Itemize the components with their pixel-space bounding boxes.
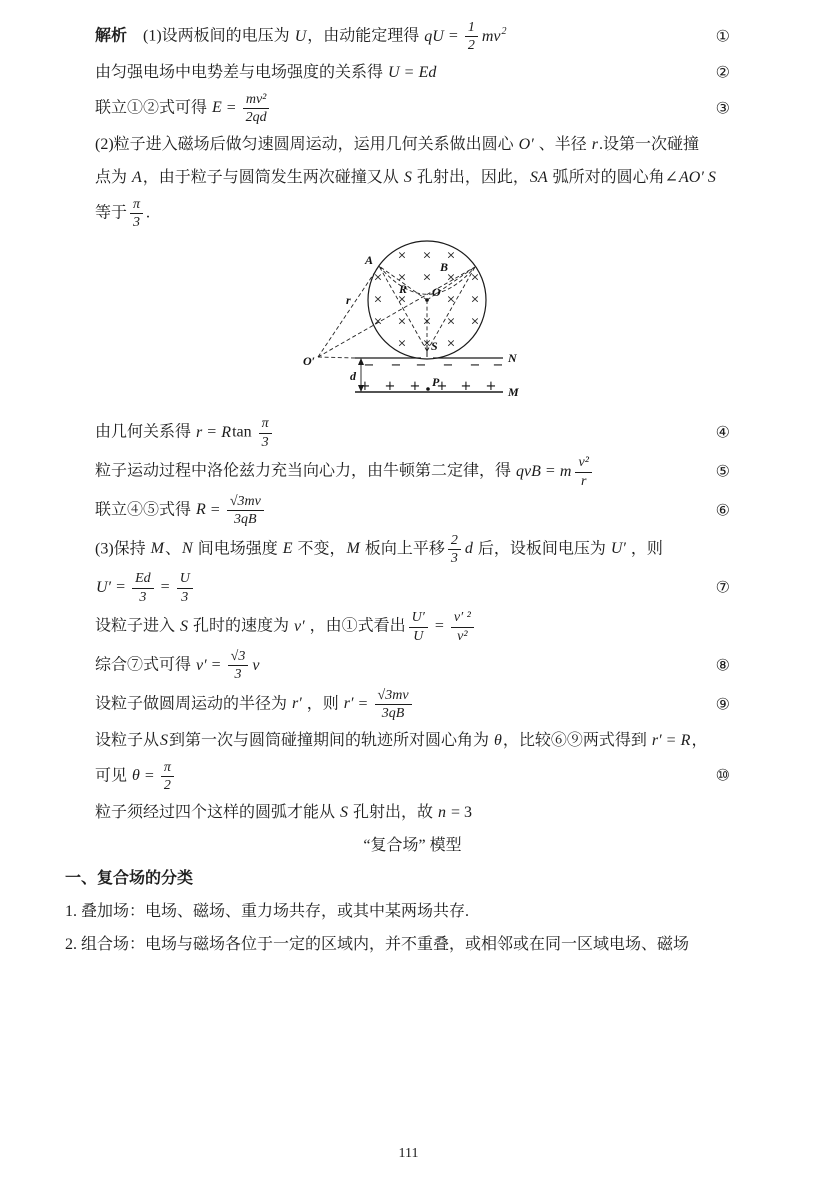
equation-number: ⑤	[715, 463, 730, 481]
text-run: 后，设板间电压为	[473, 540, 610, 558]
field-into-page-icon: ×	[470, 292, 480, 306]
math-variable: R	[680, 732, 691, 749]
content-line	[95, 830, 730, 860]
fraction	[375, 688, 412, 722]
minus-charge-icon: −	[492, 358, 504, 374]
plate-lines	[355, 345, 503, 395]
text-run: 孔射出，因此，	[412, 168, 529, 186]
math-variable: E	[282, 540, 293, 558]
line-text	[95, 570, 684, 606]
text-run: ，由于粒子与圆筒发生两次碰撞又从	[142, 168, 403, 186]
line-text	[95, 729, 730, 752]
line-text	[95, 648, 684, 684]
math-variable: n	[438, 803, 447, 821]
equation-number: ⑦	[715, 579, 730, 597]
fraction-denominator: 2	[163, 777, 171, 793]
physics-figure	[295, 237, 547, 409]
center-o-dot	[425, 299, 429, 303]
math-variable: S	[180, 617, 189, 635]
text-run: .设第一次碰撞	[598, 135, 699, 153]
fraction	[132, 571, 154, 605]
text-run: 1. 叠加场：电场、磁场、重力场共存，或其中某两场共存.	[65, 902, 470, 920]
content-line	[95, 797, 730, 827]
fraction	[227, 494, 264, 528]
math-variable: r′	[343, 695, 354, 713]
fraction	[575, 455, 591, 489]
math-variable: U	[388, 64, 400, 82]
text-run: ，由动能定理得	[307, 27, 424, 45]
text-run: 点为	[95, 168, 132, 186]
math-variable: θ	[132, 767, 140, 785]
fraction	[259, 416, 272, 450]
plus-charge-icon: +	[384, 379, 396, 395]
fraction-numerator: mv²	[243, 92, 270, 109]
superscript: 2	[501, 26, 507, 38]
line-text	[65, 900, 730, 923]
text-run: =	[444, 27, 462, 45]
label-r-big: R	[399, 282, 408, 297]
field-into-page-icon: ×	[397, 336, 407, 350]
line-text	[65, 867, 730, 890]
content-line	[65, 929, 730, 959]
math-variable: θ	[494, 732, 502, 749]
fraction-denominator: 2	[467, 38, 475, 54]
field-into-page-icon: ×	[422, 270, 432, 284]
field-into-page-icon: ×	[397, 270, 407, 284]
math-variable: S	[160, 732, 169, 749]
line-text	[95, 196, 730, 232]
text-run: =	[203, 423, 221, 441]
fraction-denominator: v²	[457, 628, 468, 644]
fraction-numerator: 2	[448, 533, 461, 550]
math-variable: r	[196, 423, 203, 441]
math-variable: r′	[651, 732, 662, 749]
fraction-numerator: √3mv	[375, 688, 412, 705]
label-p: P	[432, 375, 440, 390]
text-run: 由匀强电场中电势差与电场强度的关系得	[95, 64, 388, 82]
plus-charge-icon: +	[409, 379, 421, 395]
field-into-page-icon: ×	[422, 248, 432, 262]
text-run: = 3	[447, 803, 473, 821]
equation-number: ②	[715, 64, 730, 82]
fraction-numerator: U	[177, 571, 193, 588]
text-run: =	[207, 656, 225, 674]
fraction-denominator: 2qd	[245, 110, 267, 126]
content-line	[95, 648, 730, 684]
math-variable: d	[464, 540, 473, 558]
line-text	[95, 759, 684, 795]
field-into-page-icon: ×	[470, 270, 480, 284]
page-number: 111	[398, 1146, 419, 1161]
content-lines-bottom	[65, 415, 730, 959]
text-run: 联立④⑤式得	[95, 501, 196, 519]
text-run: =	[430, 617, 448, 635]
equation-number: ⑧	[715, 657, 730, 675]
label-m-plate: M	[508, 385, 519, 400]
fraction	[130, 197, 143, 231]
equation-number: ⑩	[715, 767, 730, 785]
text-run: 不变，	[293, 540, 346, 558]
fraction-denominator: 3	[181, 589, 189, 605]
math-variable: M	[346, 540, 360, 558]
fraction-denominator: 3	[139, 589, 147, 605]
field-into-page-icon: ×	[397, 314, 407, 328]
math-variable: U′	[96, 579, 112, 597]
fraction-numerator: U′	[409, 610, 428, 627]
content-line	[95, 493, 730, 529]
line-text	[95, 61, 684, 84]
text-run: 粒子须经过四个这样的圆弧才能从	[95, 803, 340, 821]
field-into-page-icon: ×	[446, 270, 456, 284]
fraction-numerator: v²	[575, 455, 591, 472]
fraction	[448, 533, 461, 567]
line-text	[95, 493, 684, 529]
math-variable: O′	[518, 135, 534, 153]
fraction-numerator: 1	[465, 20, 478, 37]
equation-number: ①	[715, 28, 730, 46]
content-line	[95, 58, 730, 88]
content-line	[95, 163, 730, 193]
text-run: 设粒子做圆周运动的半径为	[95, 695, 292, 713]
math-variable: AO′ S	[679, 168, 716, 186]
content-line	[95, 570, 730, 606]
text-run: 由几何关系得	[95, 423, 196, 441]
math-variable: Ed	[418, 64, 437, 82]
content-line	[95, 454, 730, 490]
text-run: .	[146, 204, 151, 222]
fraction	[409, 610, 428, 644]
minus-charge-icon: −	[469, 358, 481, 374]
content-line	[95, 726, 730, 756]
label-o-center: O	[432, 285, 441, 300]
math-variable: R	[196, 501, 206, 519]
math-variable: v′	[196, 656, 207, 674]
minus-charge-icon: −	[390, 358, 402, 374]
text-run: =	[206, 501, 224, 519]
math-variable: U	[294, 27, 307, 45]
fraction-denominator: U	[413, 628, 424, 644]
label-a: A	[365, 253, 374, 268]
line-text	[95, 454, 684, 490]
fraction-numerator: π	[259, 416, 272, 433]
math-variable: qvB	[516, 462, 541, 480]
text-run: 孔射出，故	[349, 803, 438, 821]
fraction-numerator: π	[161, 760, 174, 777]
label-b: B	[440, 260, 449, 275]
content-line	[95, 196, 730, 232]
text-run: 板向上平移	[360, 540, 445, 558]
label-n-plate: N	[508, 351, 517, 366]
math-variable: r′	[292, 695, 302, 713]
text-run: 间电场强度	[193, 540, 282, 558]
math-variable: N	[182, 540, 193, 558]
line-text	[95, 609, 730, 645]
equation-number: ⑥	[715, 502, 730, 520]
text-run: =	[541, 462, 559, 480]
math-variable: A	[132, 168, 142, 186]
math-variable: E	[212, 99, 222, 117]
plus-charge-icon: +	[359, 379, 371, 395]
line-text	[95, 687, 684, 723]
equation-number: ③	[715, 100, 730, 118]
math-variable: qU	[424, 27, 444, 45]
text-run: =	[354, 695, 372, 713]
fraction	[161, 760, 174, 794]
text-run: 、半径	[534, 135, 591, 153]
fraction-numerator: Ed	[132, 571, 154, 588]
figure-svg	[295, 237, 547, 409]
text-run: 到第一次与圆筒碰撞期间的轨迹所对圆心角为	[169, 732, 494, 749]
text-run: 可见	[95, 767, 132, 785]
content-line	[95, 130, 730, 160]
text-run: 一、复合场的分类	[65, 869, 194, 887]
text-run: ，比较⑥⑨两式得到	[502, 732, 651, 749]
line-text	[95, 532, 730, 568]
minus-charge-icon: −	[415, 358, 427, 374]
plus-charge-icon: +	[436, 379, 448, 395]
content-line	[95, 415, 730, 451]
field-into-page-icon: ×	[422, 336, 432, 350]
text-run: (2)粒子进入磁场后做匀速圆周运动，运用几何关系做出圆心	[95, 135, 518, 153]
text-run: 联立①②式可得	[95, 99, 212, 117]
text-run: 粒子运动过程中洛伦兹力充当向心力，由牛顿第二定律，得	[95, 462, 516, 480]
label-r-small: r	[346, 293, 351, 308]
equation-number: ④	[715, 424, 730, 442]
line-text	[95, 801, 730, 824]
label-s: S	[431, 339, 438, 354]
fraction	[465, 20, 478, 54]
content-line	[95, 91, 730, 127]
fraction-numerator: √3	[228, 649, 249, 666]
field-into-page-icon: ×	[470, 314, 480, 328]
math-variable: r	[591, 135, 598, 153]
field-into-page-icon: ×	[446, 292, 456, 306]
label-d: d	[350, 369, 356, 384]
text-run: =	[156, 579, 174, 597]
text-run: 等于	[95, 204, 128, 222]
line-text	[95, 166, 730, 189]
math-variable: m	[559, 462, 572, 480]
field-into-page-icon: ×	[446, 314, 456, 328]
text-run: ，由①式看出	[305, 617, 406, 635]
text-run: =	[222, 99, 240, 117]
field-into-page-icon: ×	[373, 270, 383, 284]
math-variable: mv	[481, 27, 501, 45]
plus-charge-icon: +	[460, 379, 472, 395]
text-run: tan	[232, 423, 256, 441]
field-into-page-icon: ×	[373, 314, 383, 328]
text-run: ，则	[302, 695, 343, 713]
text-run: 弧所对的圆心角∠	[548, 168, 679, 186]
content-line	[65, 863, 730, 893]
text-run: (3)保持	[95, 540, 150, 558]
text-run: 孔时的速度为	[189, 617, 294, 635]
math-variable: M	[150, 540, 164, 558]
text-run: 、	[165, 540, 182, 558]
line-text	[65, 933, 730, 956]
text-run: “复合场” 模型	[363, 836, 462, 854]
text-run: =	[140, 767, 158, 785]
math-variable: S	[340, 803, 349, 821]
content-line	[95, 687, 730, 723]
field-into-page-icon: ×	[397, 292, 407, 306]
text-run: =	[400, 64, 418, 82]
fraction-numerator: π	[130, 197, 143, 214]
content-line	[95, 759, 730, 795]
text-run: 解析	[95, 27, 128, 45]
label-o-prime: O′	[303, 354, 316, 369]
fraction-numerator: v′ ²	[451, 610, 474, 627]
fraction	[177, 571, 193, 605]
content-line	[95, 19, 730, 55]
fraction-denominator: 3	[234, 667, 242, 683]
math-variable: v′	[294, 617, 305, 635]
field-into-page-icon: ×	[373, 292, 383, 306]
fraction-numerator: √3mv	[227, 494, 264, 511]
fraction-denominator: 3qB	[381, 706, 405, 722]
math-variable: R	[221, 423, 232, 441]
line-text	[95, 415, 684, 451]
minus-charge-icon: −	[442, 358, 454, 374]
line-text	[363, 834, 461, 857]
math-variable: U′	[610, 540, 626, 558]
text-run: =	[112, 579, 130, 597]
field-into-page-icon: ×	[446, 336, 456, 350]
minus-charge-icon: −	[363, 358, 375, 374]
math-variable: v	[252, 656, 260, 674]
fraction	[243, 92, 270, 126]
fraction-denominator: 3	[450, 551, 458, 567]
equation-number: ⑨	[715, 696, 730, 714]
text-run: =	[662, 732, 680, 749]
fraction-denominator: 3qB	[234, 512, 257, 528]
text-run: ，	[691, 732, 708, 749]
fraction	[228, 649, 249, 683]
fraction-denominator: r	[580, 473, 587, 489]
content-lines-top	[95, 19, 730, 231]
text-run: ，则	[626, 540, 663, 558]
text-run: 2. 组合场：电场与磁场各位于一定的区域内，并不重叠，或相邻或在同一区域电场、磁场	[65, 935, 690, 953]
text-run: (1)设两板间的电压为	[127, 27, 294, 45]
line-text	[95, 133, 730, 156]
content-line	[95, 532, 730, 568]
line-text	[95, 19, 684, 55]
content-line	[95, 609, 730, 645]
point-p-dot	[426, 388, 430, 392]
math-variable: SA	[529, 168, 548, 186]
line-text	[95, 91, 684, 127]
field-into-page-icon: ×	[422, 314, 432, 328]
plus-charge-icon: +	[485, 379, 497, 395]
text-run: 设粒子进入	[95, 617, 180, 635]
text-run: 综合⑦式可得	[95, 656, 196, 674]
fraction	[451, 610, 474, 644]
content-line	[65, 896, 730, 926]
field-into-page-icon: ×	[397, 248, 407, 262]
fraction-denominator: 3	[261, 434, 269, 450]
field-into-page-icon: ×	[446, 248, 456, 262]
fraction-denominator: 3	[133, 214, 141, 230]
text-run: 设粒子从	[95, 732, 160, 749]
math-variable: S	[403, 168, 412, 186]
